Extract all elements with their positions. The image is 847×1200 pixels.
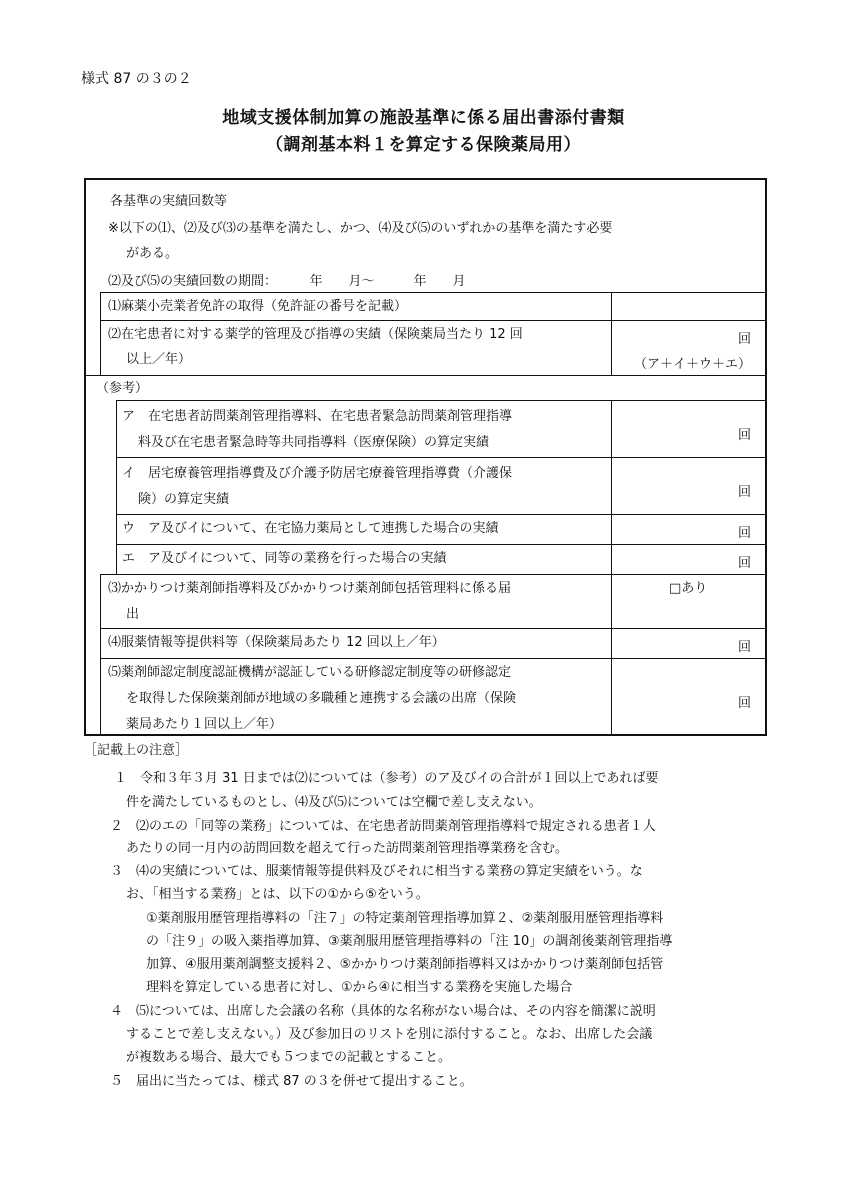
column-divider <box>611 400 612 736</box>
row2-label-line2: 以上／年） <box>126 352 192 367</box>
reference-label: （参考） <box>96 381 149 396</box>
row1-label: ⑴麻薬小売業者免許の取得（免許証の番号を記載） <box>108 299 408 314</box>
row5-label-line1: ⑸薬剤師認定制度認証機構が認証している研修認定制度等の研修認定 <box>108 665 512 680</box>
row-divider <box>116 514 767 515</box>
row2-label-line1: ⑵在宅患者に対する薬学的管理及び指導の実績（保険薬局当たり 12 回 <box>108 327 523 342</box>
row4-label: ⑷服薬情報等提供料等（保険薬局あたり 12 回以上／年） <box>108 635 445 650</box>
note-2-line2: あたりの同一月内の訪問回数を超えて行った訪問薬剤管理指導業務を含む。 <box>126 841 569 856</box>
row3-label-line2: 出 <box>126 607 140 622</box>
note-3-line6: 理料を算定している患者に対し、①から④に相当する業務を実施した場合 <box>146 980 573 995</box>
row2-formula: （ア＋イ＋ウ＋エ） <box>633 357 751 372</box>
note-1-line2: 件を満たしているものとし、⑷及び⑸については空欄で差し支えない。 <box>126 795 542 810</box>
row4-count-field[interactable]: 回 <box>737 640 751 655</box>
document-title: 地域支援体制加算の施設基準に係る届出書添付書類 <box>222 108 625 128</box>
row5-count-field[interactable]: 回 <box>737 696 751 711</box>
ref-u-line1: ウ ア及びイについて、在宅協力薬局として連携した場合の実績 <box>122 521 499 536</box>
ref-e-count-field[interactable]: 回 <box>737 556 751 571</box>
row-divider <box>116 457 767 458</box>
note-5-line1: ５ 届出に当たっては、様式 87 の３を併せて提出すること。 <box>110 1074 473 1089</box>
ref-i-line2: 険）の算定実績 <box>138 492 230 507</box>
ref-u-count-field[interactable]: 回 <box>737 526 751 541</box>
period-field: ⑵及び⑸の実績回数の期間： 年 月～ 年 月 <box>108 274 466 289</box>
row-divider <box>100 320 767 321</box>
form-number: 様式 87 の３の２ <box>81 71 192 87</box>
ref-a-line2: 料及び在宅患者緊急時等共同指導料（医療保険）の算定実績 <box>138 435 490 450</box>
criteria-table <box>84 178 767 736</box>
note-3-line4: の「注９」の吸入薬指導加算、③薬剤服用歴管理指導料の「注 10」の調剤後薬剤管理指導 <box>146 934 673 949</box>
note-3-line3: ①薬剤服用歴管理指導料の「注７」の特定薬剤管理指導加算２、②薬剤服用歴管理指導料 <box>146 911 664 926</box>
row-divider <box>100 628 767 629</box>
ref-a-line1: ア 在宅患者訪問薬剤管理指導料、在宅患者緊急訪問薬剤管理指導 <box>122 409 513 424</box>
row3-label-line1: ⑶かかりつけ薬剤師指導料及びかかりつけ薬剤師包括管理料に係る届 <box>108 581 512 596</box>
row-divider <box>100 574 767 575</box>
ref-e-line1: エ ア及びイについて、同等の業務を行った場合の実績 <box>122 551 447 566</box>
note-3-line2: お、「相当する業務」とは、以下の①から⑤をいう。 <box>126 887 429 902</box>
row2-count-field[interactable]: 回 <box>737 332 751 347</box>
notes-heading: ［記載上の注意］ <box>84 743 189 758</box>
row5-label-line2: を取得した保険薬剤師が地域の多職種と連携する会議の出席（保険 <box>126 691 517 706</box>
column-divider <box>611 292 612 375</box>
document-subtitle: （調剤基本料１を算定する保険薬局用） <box>266 135 581 155</box>
note-3-line1: ３ ⑷の実績については、服薬情報等提供料及びそれに相当する業務の算定実績をいう。な <box>110 864 643 879</box>
table-heading: 各基準の実績回数等 <box>110 194 228 209</box>
note-4-line3: が複数ある場合、最大でも５つまでの記載とすること。 <box>126 1050 452 1065</box>
note-3-line5: 加算、④服用薬剤調整支援料２、⑤かかりつけ薬剤師指導料又はかかりつけ薬剤師包括管 <box>146 957 664 972</box>
column-divider <box>116 400 117 574</box>
column-divider <box>100 292 101 375</box>
note-4-line1: ４ ⑸については、出席した会議の名称（具体的な名称がない場合は、その内容を簡潔に説明 <box>110 1004 656 1019</box>
row3-checkbox[interactable]: □あり <box>669 581 708 596</box>
note-2-line1: ２ ⑵のエの「同等の業務」については、在宅患者訪問薬剤管理指導料で規定される患者１人 <box>110 819 656 834</box>
row-divider <box>100 292 767 293</box>
row-divider <box>116 400 767 401</box>
table-note-line1: ※以下の⑴、⑵及び⑶の基準を満たし、かつ、⑷及び⑸のいずれかの基準を満たす必要 <box>108 221 613 236</box>
row-divider <box>100 658 767 659</box>
column-divider <box>100 574 101 736</box>
ref-a-count-field[interactable]: 回 <box>737 428 751 443</box>
table-note-line2: がある。 <box>126 246 179 261</box>
ref-i-count-field[interactable]: 回 <box>737 485 751 500</box>
ref-i-line1: イ 居宅療養管理指導費及び介護予防居宅療養管理指導費（介護保 <box>122 466 513 481</box>
note-1-line1: １ 令和３年３月 31 日までは⑵については（参考）のア及びイの合計が１回以上であれば要 <box>114 771 659 786</box>
row-divider <box>86 375 767 376</box>
row5-label-line3: 薬局あたり１回以上／年） <box>126 717 283 732</box>
note-4-line2: することで差し支えない。）及び参加日のリストを別に添付すること。なお、出席した会議 <box>126 1027 653 1042</box>
row-divider <box>116 544 767 545</box>
